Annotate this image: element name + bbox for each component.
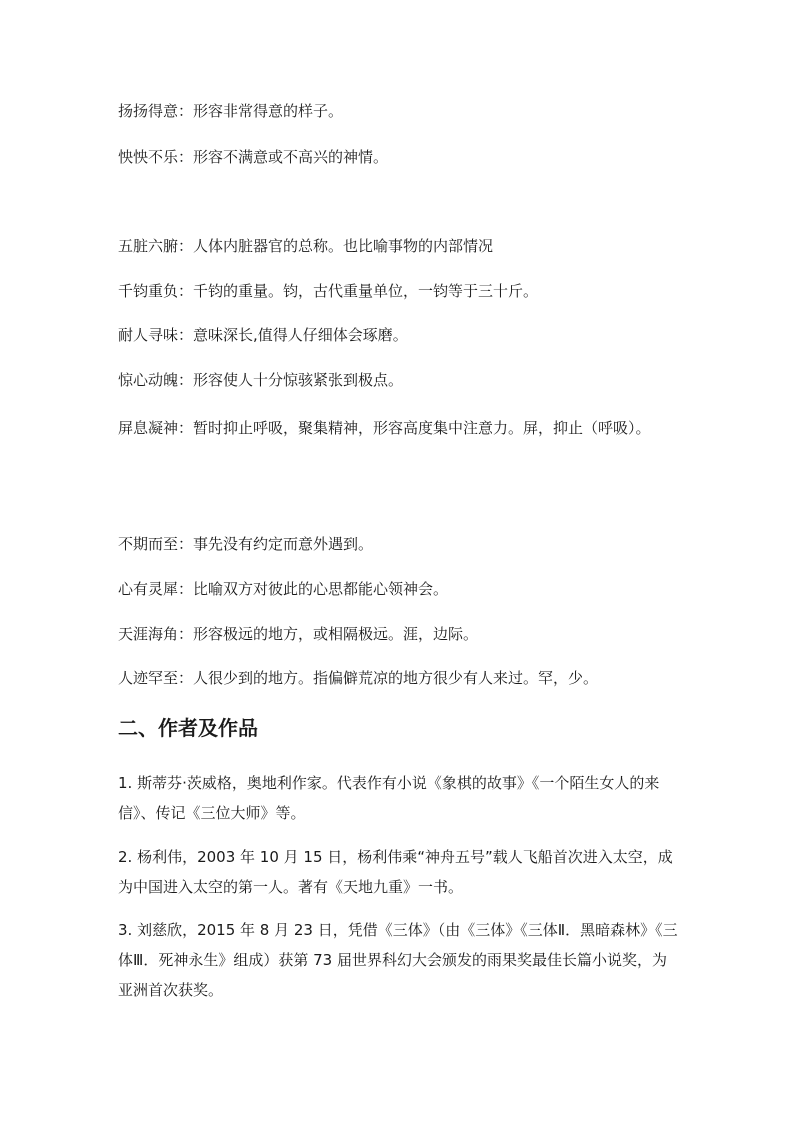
idiom-entry: 人迹罕至：人很少到的地方。指偏僻荒凉的地方很少有人来过。罕，少。 [118, 669, 599, 687]
idiom-entry: 屏息凝神：暂时抑止呼吸，聚集精神，形容高度集中注意力。屏，抑止（呼吸）。 [118, 419, 651, 437]
section-heading: 二、作者及作品 [118, 716, 258, 740]
author-entry: 1. 斯蒂芬·茨威格，奥地利作家。代表作有小说《象棋的故事》《一个陌生女人的来信》、传记《三位大师》等。 [118, 774, 660, 822]
idiom-entry: 五脏六腑：人体内脏器官的总称。也比喻事物的内部情况 [118, 237, 494, 255]
author-entry: 3. 刘慈欣，2015 年 8 月 23 日，凭借《三体》（由《三体》《三体Ⅱ．黑暗森林》《三体Ⅲ．死神永生》组成）获第 73 届世界科幻大会颁发的雨果奖最佳长篇小说奖，为亚洲首次获奖。 [118, 921, 678, 999]
idiom-entry: 天涯海角：形容极远的地方，或相隔极远。涯，边际。 [118, 625, 479, 643]
idiom-entry: 耐人寻味：意味深长,值得人仔细体会琢磨。 [118, 326, 408, 344]
idiom-entry: 扬扬得意：形容非常得意的样子。 [118, 102, 344, 120]
idiom-entry: 心有灵犀：比喻双方对彼此的心思都能心领神会。 [118, 580, 449, 598]
idiom-entry: 不期而至：事先没有约定而意外遇到。 [118, 535, 374, 553]
idiom-entry: 千钧重负：千钧的重量。钧，古代重量单位，一钧等于三十斤。 [118, 282, 539, 300]
author-entry: 2. 杨利伟，2003 年 10 月 15 日，杨利伟乘“神舟五号”载人飞船首次进入太空，成为中国进入太空的第一人。著有《天地九重》一书。 [118, 848, 673, 896]
idiom-entry: 惊心动魄：形容使人十分惊骇紧张到极点。 [118, 371, 404, 389]
idiom-entry: 怏怏不乐：形容不满意或不高兴的神情。 [118, 148, 389, 166]
